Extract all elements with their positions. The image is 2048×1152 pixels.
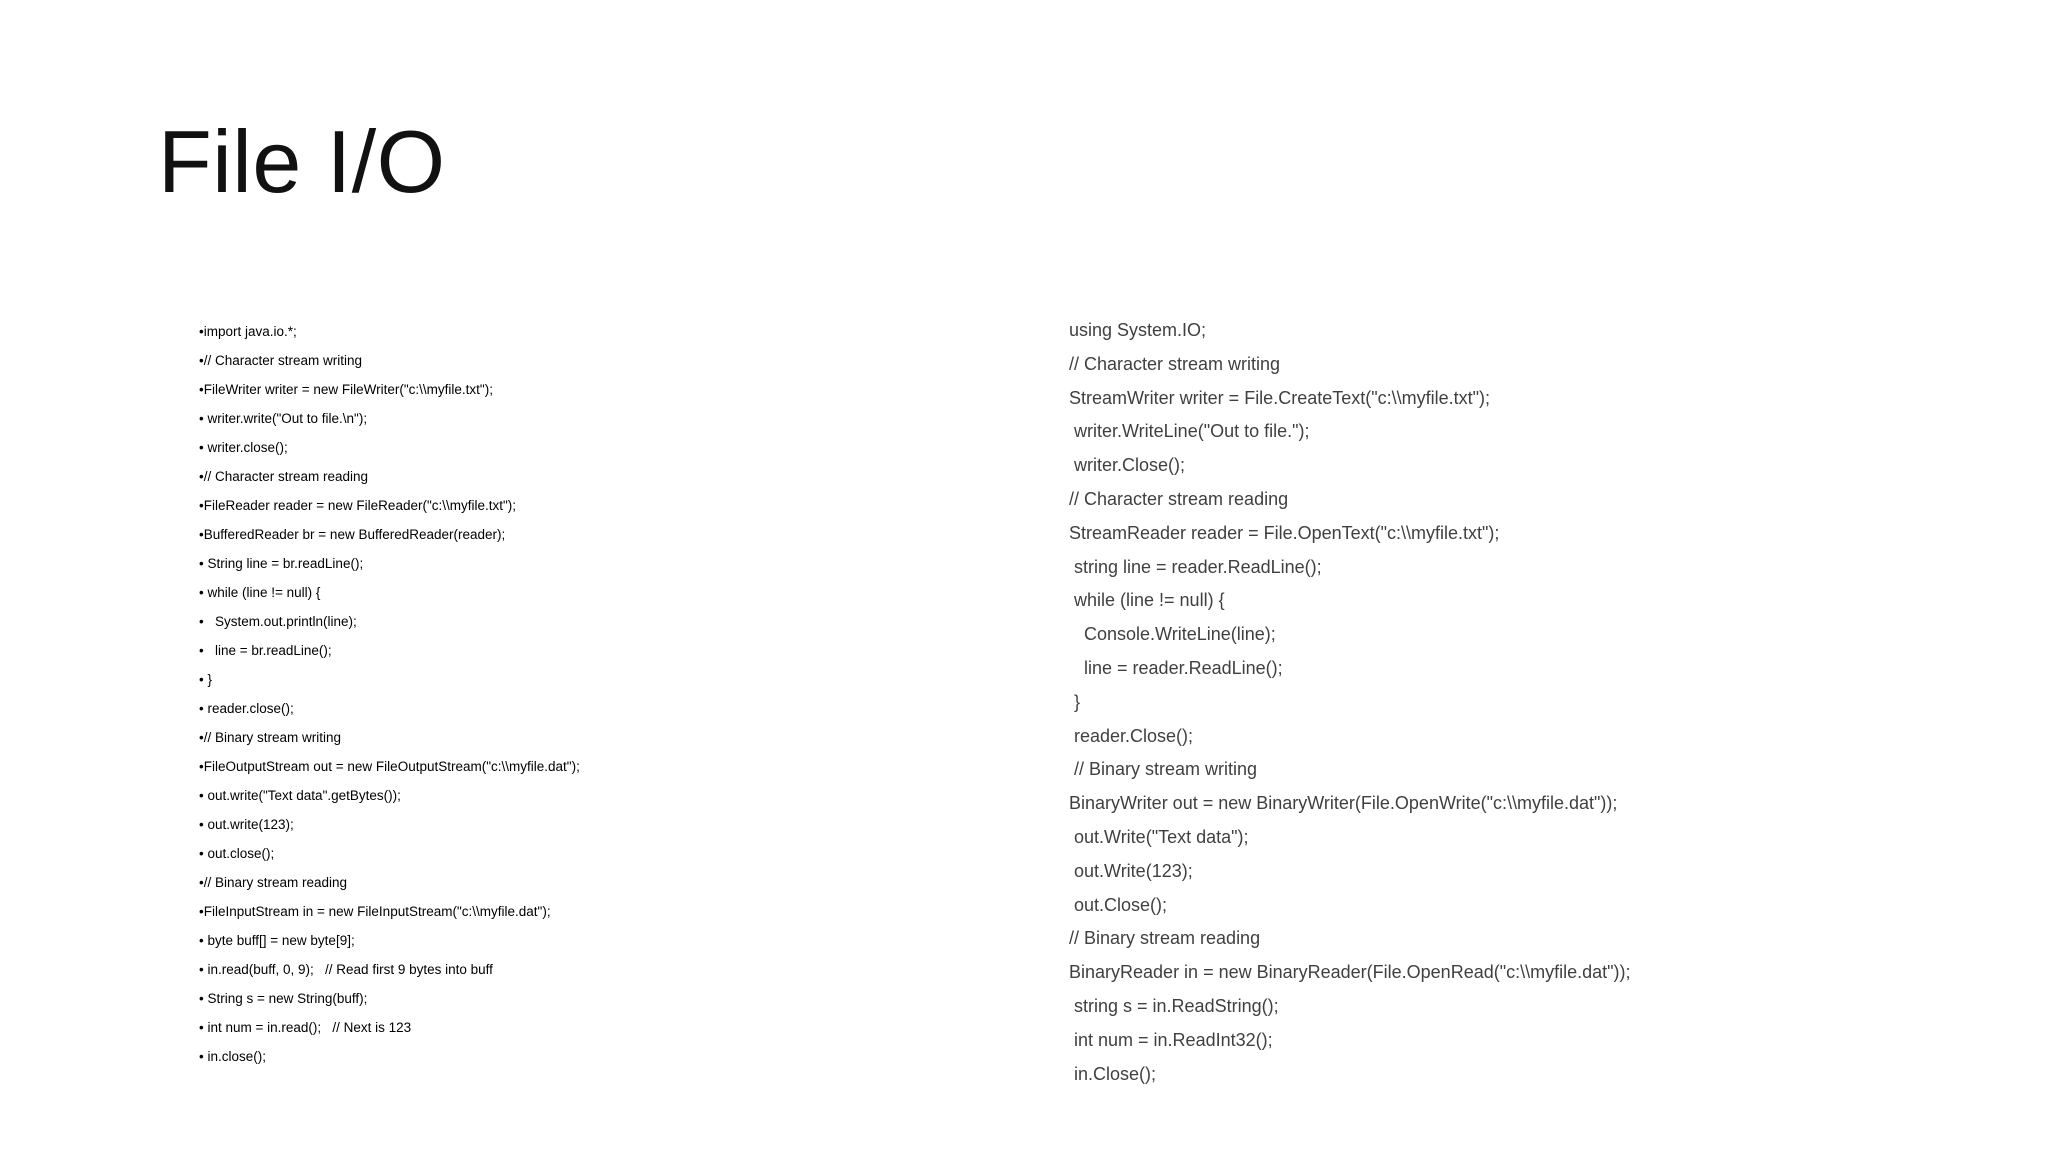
java-code-line: • in.read(buff, 0, 9); // Read first 9 bytes into buff [199,962,493,977]
java-code-line: • line = br.readLine(); [199,643,332,658]
csharp-code-block [1069,314,2009,1091]
csharp-code-line: int num = in.ReadInt32(); [1069,1029,1273,1050]
csharp-code-line: BinaryWriter out = new BinaryWriter(File.OpenWrite("c:\\myfile.dat")); [1069,793,1618,814]
java-code-line: • byte buff[] = new byte[9]; [199,933,355,948]
java-code-line: • String s = new String(buff); [199,991,368,1006]
csharp-code-line: reader.Close(); [1069,725,1194,746]
java-code-line: • while (line != null) { [199,585,321,600]
java-code-line: •FileReader reader = new FileReader("c:\\myfile.txt"); [199,498,517,513]
java-code-line: •// Character stream writing [199,353,363,368]
csharp-code-line: out.Close(); [1069,894,1168,915]
csharp-code-line: line = reader.ReadLine(); [1069,657,1283,678]
java-code-line: • in.close(); [199,1049,266,1064]
java-code-line: • } [199,672,212,687]
csharp-code-line: BinaryReader in = new BinaryReader(File.OpenRead("c:\\myfile.dat")); [1069,962,1631,983]
csharp-code-line: StreamWriter writer = File.CreateText("c:\\myfile.txt"); [1069,387,1491,408]
csharp-code-line: writer.WriteLine("Out to file."); [1069,421,1310,442]
java-code-line: • int num = in.read(); // Next is 123 [199,1020,412,1035]
csharp-code-line: // Binary stream reading [1069,928,1261,949]
java-code-line: •// Binary stream writing [199,730,342,745]
java-code-line: • out.write(123); [199,817,294,832]
csharp-code-line: } [1069,691,1081,712]
csharp-code-line: // Binary stream writing [1069,759,1258,780]
slide-title: File I/O [158,112,446,211]
csharp-code-line: writer.Close(); [1069,455,1186,476]
java-code-line: •FileOutputStream out = new FileOutputStream("c:\\myfile.dat"); [199,759,580,774]
csharp-code-line: // Character stream writing [1069,353,1281,374]
java-code-line: •// Binary stream reading [199,875,348,890]
csharp-code-line: string line = reader.ReadLine(); [1069,556,1322,577]
java-code-line: • String line = br.readLine(); [199,556,364,571]
java-code-line: •import java.io.*; [199,324,297,339]
csharp-code-line: Console.WriteLine(line); [1069,624,1276,645]
csharp-code-line: while (line != null) { [1069,590,1225,611]
java-code-list [199,317,1019,1071]
java-code-line: •FileWriter writer = new FileWriter("c:\\myfile.txt"); [199,382,493,397]
csharp-code-line: out.Write(123); [1069,860,1193,881]
java-code-line: • System.out.println(line); [199,614,357,629]
java-code-line: • out.close(); [199,846,275,861]
java-code-line: • writer.close(); [199,440,288,455]
csharp-code-line: in.Close(); [1069,1063,1157,1084]
java-code-line: • writer.write("Out to file.\n"); [199,411,368,426]
java-code-line: •FileInputStream in = new FileInputStream("c:\\myfile.dat"); [199,904,551,919]
csharp-code-line: // Character stream reading [1069,488,1289,509]
java-code-line: • out.write("Text data".getBytes()); [199,788,401,803]
csharp-code-line: StreamReader reader = File.OpenText("c:\\myfile.txt"); [1069,522,1500,543]
java-code-line: •// Character stream reading [199,469,369,484]
csharp-code-line: out.Write("Text data"); [1069,826,1249,847]
csharp-code-line: using System.IO; [1069,320,1207,340]
java-code-line: • reader.close(); [199,701,294,716]
java-code-line: •BufferedReader br = new BufferedReader(reader); [199,527,506,542]
csharp-code-line: string s = in.ReadString(); [1069,995,1279,1016]
